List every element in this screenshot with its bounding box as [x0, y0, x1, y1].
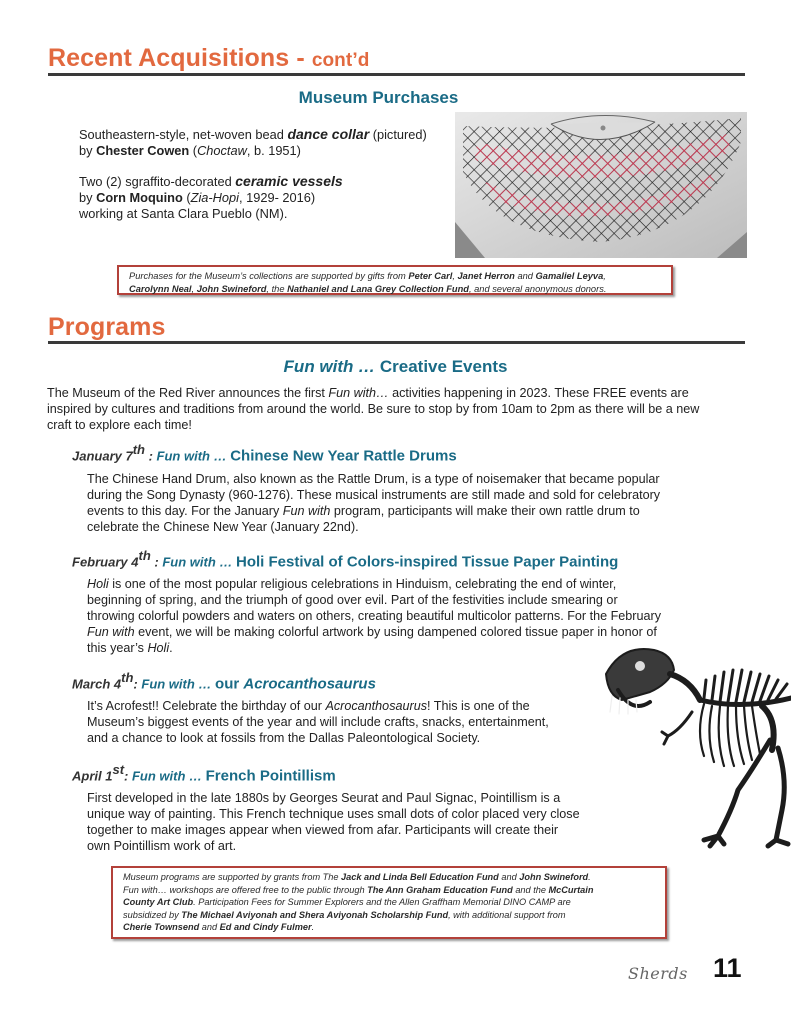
- section-divider: [48, 341, 745, 344]
- subheading-museum-purchases: Museum Purchases: [298, 88, 459, 107]
- event-body-january: The Chinese Hand Drum, also known as the Rattle Drum, is a type of noisemaker that became popular during the Song Dynasty (960-1276). These musical instruments are still made and sold for celebratory events to this day. For the January Fun with program, participants will make their own rattle drum to celebrate the Chinese New Year (January 22nd).: [87, 472, 661, 534]
- programs-support-note: Museum programs are supported by grants from The Jack and Linda Bell Education Fund and John Swineford. Fun with… workshops are offered free to the public through The Ann Graham Education Fund and the McCurtain County Art Club. Participation Fees for Summer Explorers and the Allen Graffham Memorial DINO CAMP are subsidized by The Michael Aviyonah and Shera Aviyonah Scholarship Fund, with additional support from Cherie Townsend and Ed and Cindy Fulmer.: [111, 866, 667, 939]
- beaded-collar-illustration: [455, 112, 747, 258]
- page-number: 11: [713, 953, 742, 983]
- section-divider: [48, 73, 745, 76]
- event-heading-january: January 7th : Fun with … Chinese New Year Rattle Drums: [72, 442, 457, 465]
- event-body-april: First developed in the late 1880s by Georges Seurat and Paul Signac, Pointillism is a unique way of painting. This French technique uses small dots of color placed very close together to make images appear when viewed from afar. Participants will create their own Pointillism work of art.: [87, 791, 580, 853]
- programs-intro: The Museum of the Red River announces the first Fun with… activities happening in 2023. These FREE events are inspired by cultures and traditions from around the world. Be sure to stop by from 10am to 2pm as there will be a new craft to explore each time!: [47, 386, 700, 432]
- publication-name: Sherds: [628, 964, 688, 983]
- section-title-acquisitions: Recent Acquisitions - cont’d: [48, 44, 370, 72]
- event-heading-february: February 4th : Fun with … Holi Festival of Colors-inspired Tissue Paper Painting: [72, 548, 619, 571]
- purchases-support-note: Purchases for the Museum’s collections are supported by gifts from Peter Carl, Janet Herron and Gamaliel Leyva, Carolynn Neal, John Swineford, the Nathaniel and Lana Grey Collection Fund, and several anonymous donors.: [117, 265, 673, 295]
- event-heading-april: April 1st: Fun with … French Pointillism: [72, 762, 336, 785]
- event-body-february: Holi is one of the most popular religious celebrations in Hinduism, celebrating the end of winter, beginning of spring, and the triumph of good over evil. Part of the festivities include smearing or throwing colorful powders and waters on others, creating beautiful multicolor patterns. For the February Fun with event, we will be making colorful artwork by using dampened colored tissue paper in honor of this year’s Holi.: [87, 577, 661, 655]
- acquisition-item-collar: Southeastern-style, net-woven bead dance collar (pictured) by Chester Cowen (Choctaw, b. 1951): [79, 126, 427, 158]
- subheading-creative-events: Fun with … Creative Events: [283, 357, 508, 376]
- event-body-march: It’s Acrofest!! Celebrate the birthday of our Acrocanthosaurus! This is one of the Museum’s biggest events of the year and will include crafts, snacks, entertainment, and a chance to look at fossils from the Dallas Paleontological Society.: [87, 699, 549, 745]
- dinosaur-skeleton-illustration: [592, 640, 791, 852]
- event-heading-march: March 4th: Fun with … our Acrocanthosaurus: [72, 670, 376, 693]
- dance-collar-photo: [455, 112, 747, 258]
- acrocanthosaurus-skeleton-photo: [592, 640, 791, 852]
- acquisition-item-vessels: Two (2) sgraffito-decorated ceramic vessels by Corn Moquino (Zia-Hopi, 1929- 2016) working at Santa Clara Pueblo (NM).: [79, 173, 343, 221]
- section-title-programs: Programs: [48, 313, 166, 341]
